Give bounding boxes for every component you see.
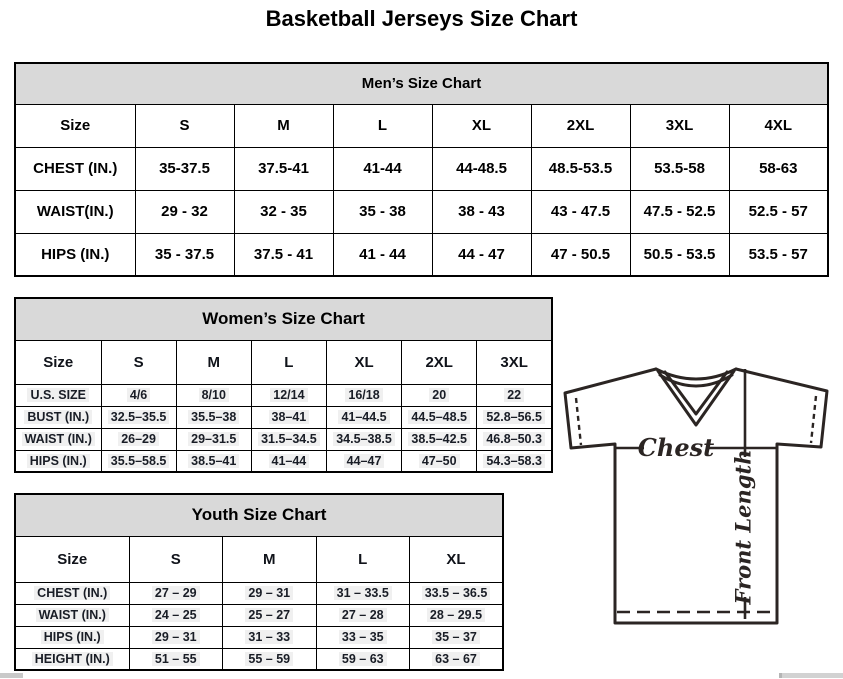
row-label: U.S. SIZE (15, 384, 101, 406)
table-cell: 29 – 31 (223, 582, 317, 604)
table-cell: 31 – 33 (223, 626, 317, 648)
table-cell: 26–29 (101, 428, 176, 450)
row-label: WAIST(IN.) (15, 190, 135, 233)
table-cell: 44-48.5 (432, 147, 531, 190)
table-cell: 35.5–58.5 (101, 450, 176, 472)
table-cell: 50.5 - 53.5 (630, 233, 729, 276)
table-cell: 29–31.5 (176, 428, 251, 450)
table-cell: 35-37.5 (135, 147, 234, 190)
table-cell: 32 - 35 (234, 190, 333, 233)
table-header-row (15, 340, 552, 384)
table-cell: 27 – 29 (129, 582, 223, 604)
row-label: HEIGHT (IN.) (15, 648, 129, 670)
row-label: WAIST (IN.) (15, 428, 101, 450)
table-cell: 41–44 (251, 450, 326, 472)
front-length-label: Front Length (730, 449, 756, 605)
table-cell: 38.5–42.5 (402, 428, 477, 450)
jersey-diagram (555, 357, 843, 669)
table-cell: 37.5-41 (234, 147, 333, 190)
table-row (15, 233, 828, 276)
table-cell: 51 – 55 (129, 648, 223, 670)
table-cell: 33 – 35 (316, 626, 410, 648)
table-cell: 35 – 37 (410, 626, 504, 648)
table-title-row (15, 298, 552, 340)
table-cell: 48.5-53.5 (531, 147, 630, 190)
column-header: 2XL (402, 340, 477, 384)
table-title-row (15, 494, 503, 536)
table-cell: 4/6 (101, 384, 176, 406)
column-header: Size (15, 104, 135, 147)
table-cell: 35.5–38 (176, 406, 251, 428)
column-header: L (333, 104, 432, 147)
column-header: M (223, 536, 317, 582)
column-header: S (101, 340, 176, 384)
table-title-row (15, 63, 828, 104)
column-header: L (251, 340, 326, 384)
horizontal-scrollbar-fragment-right[interactable] (779, 673, 843, 678)
table-row (15, 190, 828, 233)
womens-size-table (14, 297, 553, 473)
youth-table-title: Youth Size Chart (15, 494, 503, 536)
table-cell: 44–47 (326, 450, 401, 472)
table-cell: 12/14 (251, 384, 326, 406)
table-cell: 58-63 (729, 147, 828, 190)
column-header: L (316, 536, 410, 582)
table-cell: 47 - 50.5 (531, 233, 630, 276)
page-title: Basketball Jerseys Size Chart (265, 6, 578, 31)
table-header-row (15, 536, 503, 582)
table-cell: 41-44 (333, 147, 432, 190)
womens-table-title: Women’s Size Chart (15, 298, 552, 340)
row-label: CHEST (IN.) (15, 582, 129, 604)
row-label: HIPS (IN.) (15, 233, 135, 276)
table-row (15, 450, 552, 472)
table-row (15, 147, 828, 190)
table-cell: 35 - 37.5 (135, 233, 234, 276)
column-header: XL (410, 536, 504, 582)
table-cell: 25 – 27 (223, 604, 317, 626)
table-cell: 46.8–50.3 (477, 428, 552, 450)
table-row (15, 582, 503, 604)
row-label: BUST (IN.) (15, 406, 101, 428)
column-header: 4XL (729, 104, 828, 147)
table-row (15, 406, 552, 428)
table-cell: 47–50 (402, 450, 477, 472)
table-cell: 38.5–41 (176, 450, 251, 472)
column-header: S (129, 536, 223, 582)
table-row (15, 648, 503, 670)
jersey-outline-icon (565, 369, 827, 623)
table-cell: 41–44.5 (326, 406, 401, 428)
table-cell: 41 - 44 (333, 233, 432, 276)
column-header: M (176, 340, 251, 384)
table-cell: 47.5 - 52.5 (630, 190, 729, 233)
youth-size-table (14, 493, 504, 671)
table-cell: 33.5 – 36.5 (410, 582, 504, 604)
column-header: Size (15, 340, 101, 384)
table-cell: 27 – 28 (316, 604, 410, 626)
table-cell: 37.5 - 41 (234, 233, 333, 276)
column-header: Size (15, 536, 129, 582)
column-header: 3XL (630, 104, 729, 147)
table-cell: 43 - 47.5 (531, 190, 630, 233)
table-cell: 52.5 - 57 (729, 190, 828, 233)
table-cell: 8/10 (176, 384, 251, 406)
row-label: WAIST (IN.) (15, 604, 129, 626)
table-cell: 52.8–56.5 (477, 406, 552, 428)
column-header: 2XL (531, 104, 630, 147)
table-cell: 31 – 33.5 (316, 582, 410, 604)
column-header: 3XL (477, 340, 552, 384)
table-cell: 38–41 (251, 406, 326, 428)
table-cell: 20 (402, 384, 477, 406)
table-cell: 54.3–58.3 (477, 450, 552, 472)
table-row (15, 428, 552, 450)
table-cell: 53.5 - 57 (729, 233, 828, 276)
table-cell: 44 - 47 (432, 233, 531, 276)
horizontal-scrollbar-fragment-left[interactable] (0, 673, 23, 678)
table-cell: 55 – 59 (223, 648, 317, 670)
column-header: XL (432, 104, 531, 147)
mens-table-title: Men’s Size Chart (15, 63, 828, 104)
table-row (15, 384, 552, 406)
mens-size-table (14, 62, 829, 277)
table-cell: 31.5–34.5 (251, 428, 326, 450)
table-header-row (15, 104, 828, 147)
chest-label: Chest (637, 433, 715, 462)
table-cell: 24 – 25 (129, 604, 223, 626)
table-cell: 22 (477, 384, 552, 406)
row-label: HIPS (IN.) (15, 626, 129, 648)
row-label: CHEST (IN.) (15, 147, 135, 190)
row-label: HIPS (IN.) (15, 450, 101, 472)
column-header: XL (326, 340, 401, 384)
table-cell: 34.5–38.5 (326, 428, 401, 450)
table-cell: 29 – 31 (129, 626, 223, 648)
table-cell: 16/18 (326, 384, 401, 406)
table-cell: 38 - 43 (432, 190, 531, 233)
table-cell: 28 – 29.5 (410, 604, 504, 626)
column-header: M (234, 104, 333, 147)
table-cell: 35 - 38 (333, 190, 432, 233)
table-cell: 63 – 67 (410, 648, 504, 670)
column-header: S (135, 104, 234, 147)
table-row (15, 604, 503, 626)
table-cell: 53.5-58 (630, 147, 729, 190)
table-cell: 32.5–35.5 (101, 406, 176, 428)
table-row (15, 626, 503, 648)
table-cell: 59 – 63 (316, 648, 410, 670)
table-cell: 29 - 32 (135, 190, 234, 233)
table-cell: 44.5–48.5 (402, 406, 477, 428)
